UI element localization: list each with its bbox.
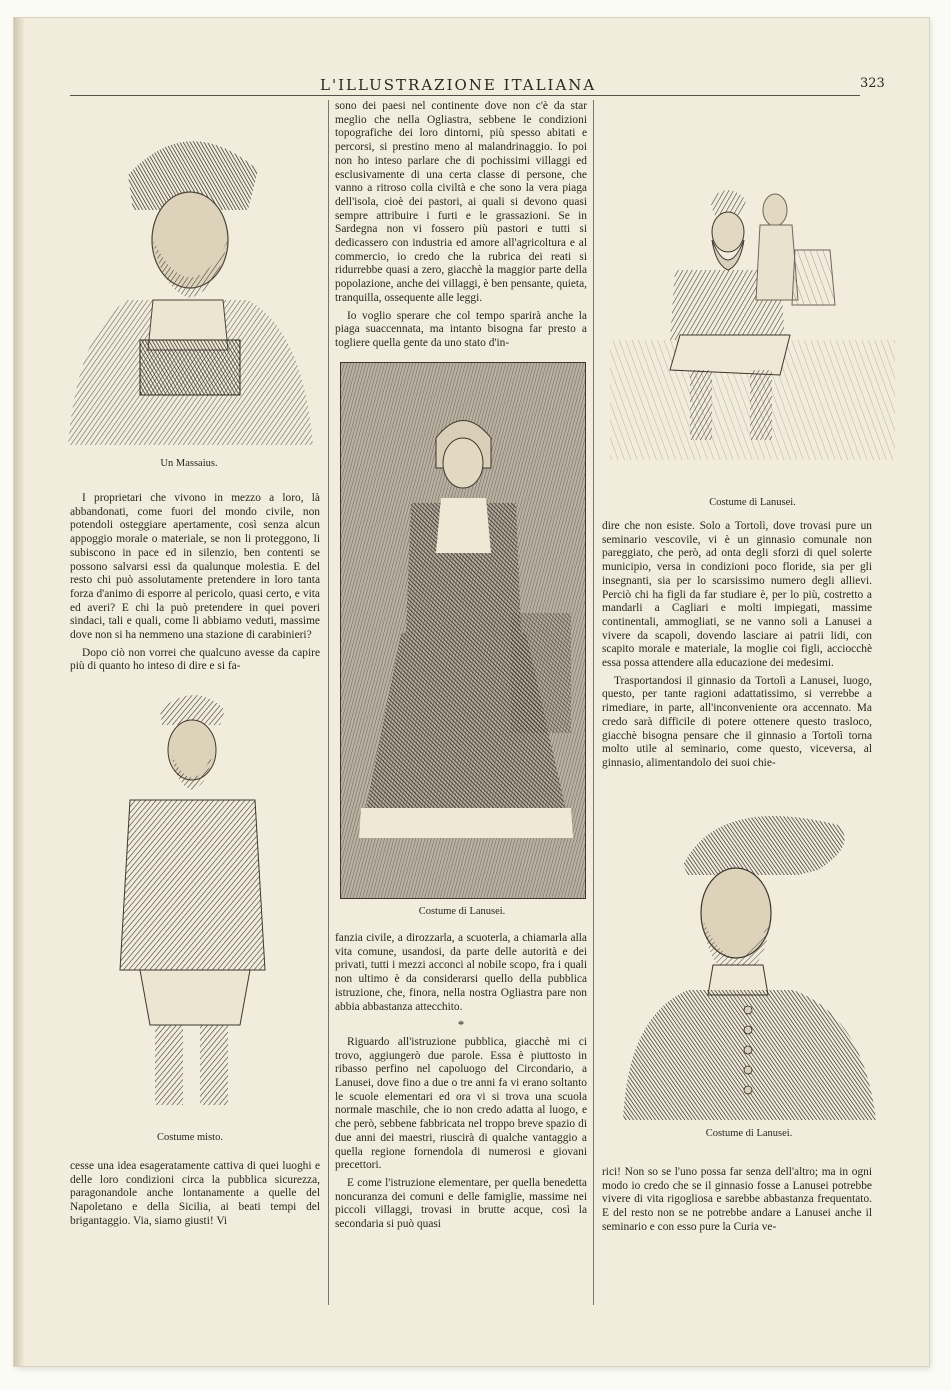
paragraph: cesse una idea esageratamente cattiva di quei luoghi e delle loro condizioni circa la pubblica sicurezza, paragonandole anche lontanamente a quelle del Napoletano e della Sicilia, ai beati tempi del brigantaggio. Via, siamo giusti! Vi <box>70 1160 320 1227</box>
caption-costume-lanusei-bottom-right: Costume di Lanusei. <box>705 1128 793 1139</box>
caption-massaius: Un Massaius. <box>160 458 218 469</box>
lanusei-bust-engraving <box>618 795 880 1120</box>
column-left-bottom <box>70 1160 320 1233</box>
paragraph: Trasportandosi il ginnasio da Tortolì a Lanusei, luogo, questo, per tante ragioni adattatissimo, si verrebbe a rimediare, in parte, all'inconveniente ora accennato. Ma credo sarà difficile di potere ottenere questo trasloco, giacchè bisogna pensare che il ginnasio a Tortolì torna molto utile al seminario, come questo, viceversa, al ginnasio, alimentandolo dei suoi chie- <box>602 674 872 769</box>
column-middle-bottom <box>335 932 587 1236</box>
paragraph: Io voglio sperare che col tempo sparirà anche la piaga suaccennata, ma intanto bisogna far presto a togliere quella gente da uno stato d'in- <box>335 309 587 349</box>
column-right-top <box>602 520 872 775</box>
paragraph: rici! Non so se l'uno possa far senza dell'altro; ma in ogni modo io credo che se il ginnasio fosse a Lanusei potrebbe vivere di vita rigogliosa e sarebbe abbastanza frequentato. E del resto non se ne potrebbe andare a Lanusei anche il seminario e con esso pure la Curia ve- <box>602 1166 872 1233</box>
lanusei-seated-man-engraving <box>610 140 895 460</box>
section-asterisk: * <box>457 1017 465 1033</box>
header-rule <box>70 95 860 96</box>
paragraph: E come l'istruzione elementare, per quella benedetta noncuranza dei comuni e delle famiglie, massime nei piccoli villaggi, trovasi in brutte acque, così la secondaria si può quasi <box>335 1176 587 1231</box>
caption-costume-lanusei-center: Costume di Lanusei. <box>418 906 506 917</box>
column-rule-left <box>328 100 329 1305</box>
column-middle-top <box>335 100 587 355</box>
caption-costume-lanusei-top-right: Costume di Lanusei. <box>709 497 796 508</box>
paragraph: Riguardo all'istruzione pubblica, giacchè mi ci trovo, aggiungerò due parole. Essa è piuttosto in ribasso perfino nel capoluogo del Circondario, a Lanusei, dove fino a due o tre anni fa vi erano soltanto le scuole elementari ed ora vi si trova una scuola normale maschile, che io non credo adatta al luogo, e che però, sebbene fabbricata nel troppo breve spazio di due anni dei maestri, riuscirà di qualche vantaggio a quella regione fornendola di numerosi e giovani precettori. <box>335 1035 587 1172</box>
paragraph: dire che non esiste. Solo a Tortolì, dove trovasi pure un seminario vescovile, vi è un ginnasio comunale non pareggiato, che però, ad onta degli sforzi di quel solerte municipio, versa in condizioni poco floride, sia per gli insegnanti, sia per lo scarsissimo numero degli allievi. Perciò chi ha figli da far studiare è, per lo più, costretto a mandarli a Cagliari e molti impiegati, massime continentali, ammogliati, se ne vanno soli a Lanusei a vivere da scapoli, dovendo lasciare ai patrii lidi, con scapito morale e materiale, la moglie coi figli, acciocchè essa possa attendere alla educazione dei medesimi. <box>602 520 872 670</box>
column-right-bottom <box>602 1166 872 1239</box>
page-number: 323 <box>860 76 885 91</box>
paragraph: sono dei paesi nel continente dove non c'è da star meglio che nella Ogliastra, sebbene le condizioni topografiche dei loro dintorni, più spesso abitati e percorsi, si prestino meno al malandrinaggio. Io poi non ho inteso parlare che di pochissimi villaggi ed esclusivamente di una certa classe di persone, che vanno a ritroso colla civiltà e che sono la vera piaga dell'isola, cioè dei pastori, ai quali si devono quasi sempre attribuire i furti e le grassazioni. Se in Sardegna non vi fossero più pastori e tutti si dedicassero con industria ed amore all'agricoltura e al commercio, io credo che la rubrica dei reati si ridurrebbe quasi a zero, giacchè la maggior parte della popolazione, anche dei villaggi, è ben pensante, quieta, tranquilla, ossequente alle leggi. <box>335 100 587 304</box>
paragraph: Dopo ciò non vorrei che qualcuno avesse da capire più di quanto ho inteso di dire e si fa- <box>70 646 320 673</box>
caption-costume-misto: Costume misto. <box>157 1132 223 1143</box>
column-left-top <box>70 492 320 678</box>
paragraph: I proprietari che vivono in mezzo a loro, là abbandonati, come fuori del mondo civile, non potendoli osteggiare apertamente, così senza alcun appoggio morale o materiale, se non li proteggono, li subiscono in pace ed in silenzio, ben contenti se possono salvarsi essi da qualunque molestia. E del resto chi può assolutamente pretendere in loro tanta forza d'animo di esporre al pericolo, quasi certo, e vita ed averi? E chi la può pretendere in quei poveri sindaci, tali e quali, come li abbiamo veduti, massime dove non si ha nemmeno una stazione di carabinieri? <box>70 492 320 642</box>
paragraph: fanzia civile, a dirozzarla, a scuoterla, a chiamarla alla vita comune, usandosi, da parte delle autorità e dei privati, tutti i mezzi acconci al nobile scopo, fra i quali non ultimo è da considerarsi quello della pubblica istruzione, che, finora, nella nostra Ogliastra pare non abbia abbastanza attecchito. <box>335 932 587 1013</box>
column-rule-right <box>593 100 594 1305</box>
massaius-engraving <box>58 100 320 445</box>
page-spine <box>14 18 24 1366</box>
costume-misto-engraving <box>100 680 280 1125</box>
journal-title: L'ILLUSTRAZIONE ITALIANA <box>320 76 597 94</box>
lanusei-woman-engraving <box>340 362 586 899</box>
